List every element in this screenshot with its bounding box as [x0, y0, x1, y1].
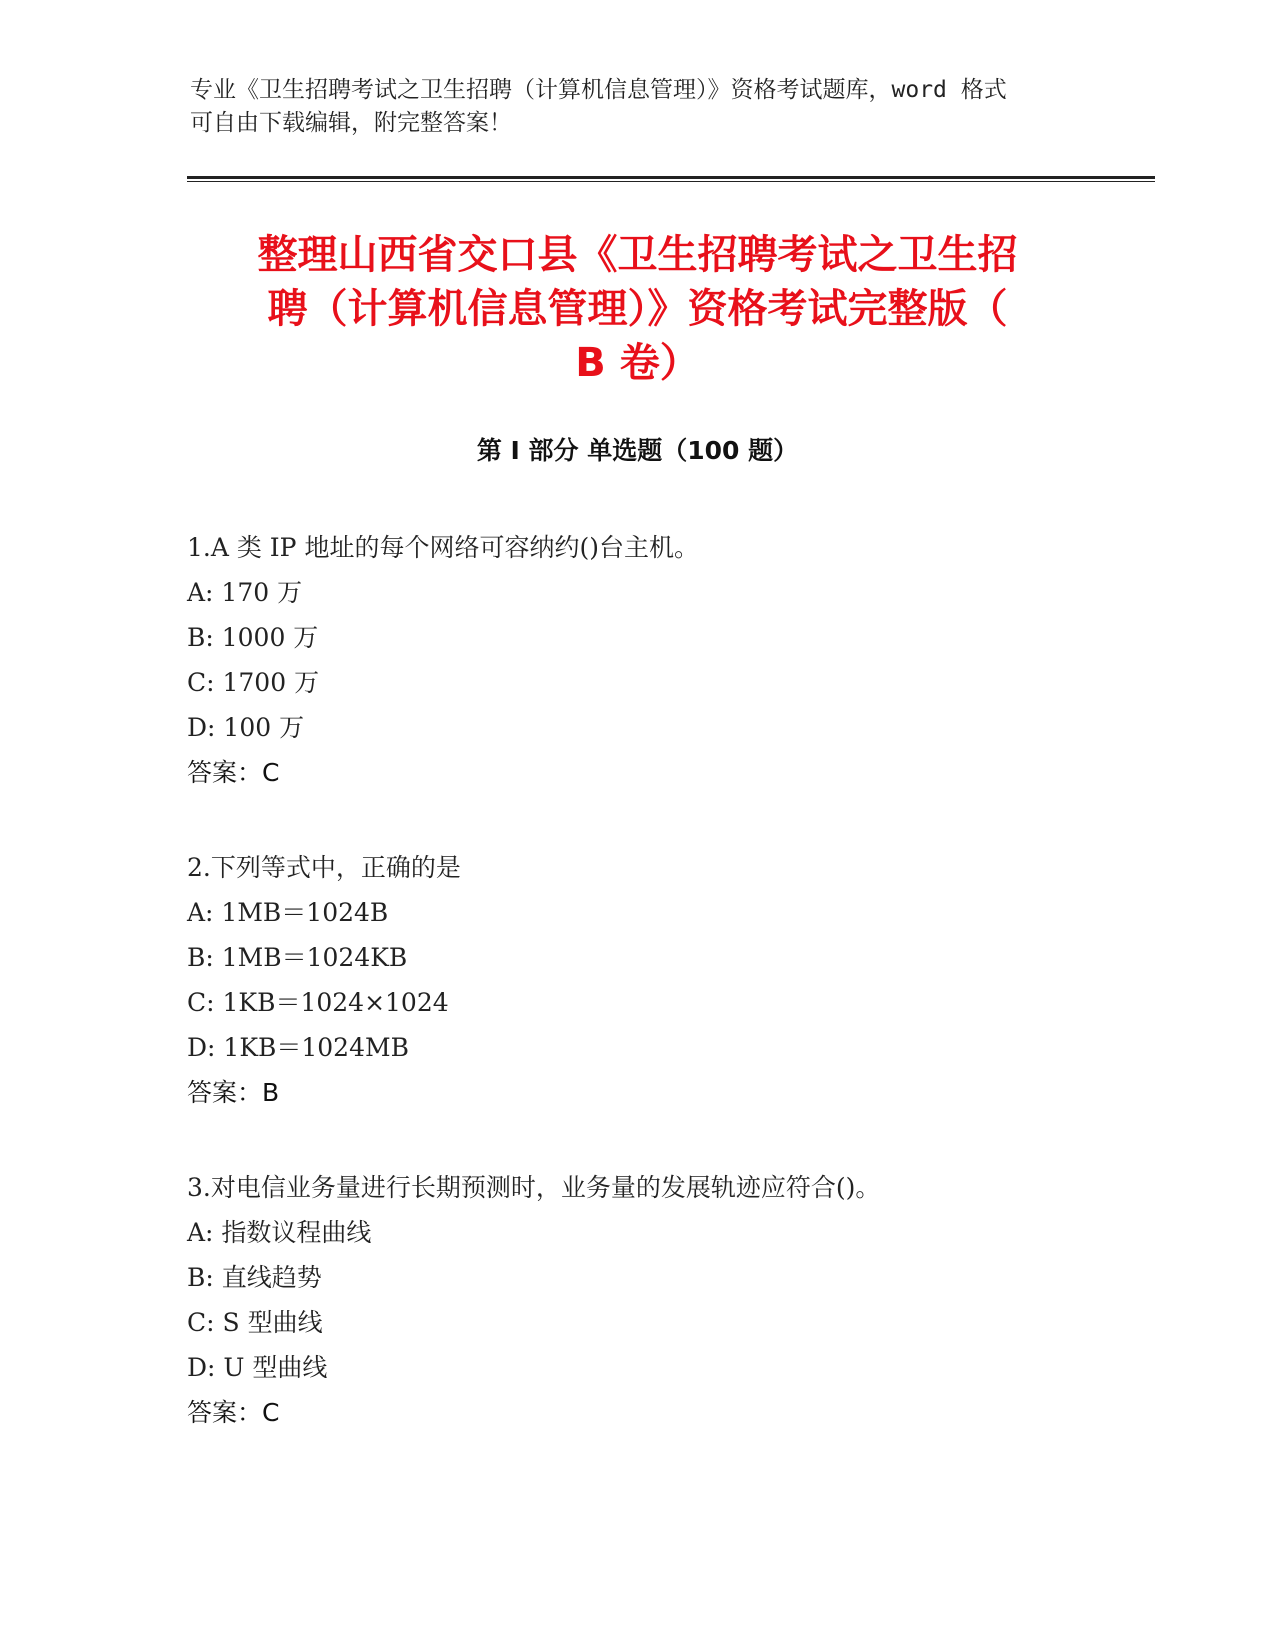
header-rule-thick — [187, 176, 1155, 179]
option-c: C: 1KB＝1024×1024 — [187, 988, 449, 1017]
option-d: D: 100 万 — [187, 713, 305, 742]
question-2 — [187, 845, 1147, 1115]
intro-text — [190, 74, 1090, 140]
answer-line: 答案：C — [187, 758, 280, 787]
header-rule-thin — [187, 181, 1155, 182]
question-stem: 3.对电信业务量进行长期预测时，业务量的发展轨迹应符合()。 — [187, 1173, 881, 1202]
document-title — [190, 228, 1085, 390]
intro-line-1: 专业《卫生招聘考试之卫生招聘（计算机信息管理）》资格考试题库，word 格式 — [190, 77, 1007, 103]
answer-line: 答案：B — [187, 1078, 280, 1107]
option-a: A: 170 万 — [187, 578, 303, 607]
title-line-1: 整理山西省交口县《卫生招聘考试之卫生招 — [257, 232, 1018, 278]
intro-line-2: 可自由下载编辑，附完整答案！ — [190, 110, 512, 136]
option-c: C: S 型曲线 — [187, 1308, 323, 1337]
question-1 — [187, 525, 1147, 795]
section-heading: 第 I 部分 单选题（100 题） — [476, 436, 799, 465]
option-b: B: 1000 万 — [187, 623, 319, 652]
option-a: A: 1MB＝1024B — [187, 898, 389, 927]
answer-line: 答案：C — [187, 1398, 280, 1427]
question-stem: 2.下列等式中，正确的是 — [187, 853, 461, 882]
title-line-2: 聘（计算机信息管理）》资格考试完整版（ — [267, 286, 1008, 332]
title-line-3: B 卷） — [575, 340, 700, 386]
option-d: D: 1KB＝1024MB — [187, 1033, 409, 1062]
option-c: C: 1700 万 — [187, 668, 320, 697]
option-b: B: 1MB＝1024KB — [187, 943, 408, 972]
question-3 — [187, 1165, 1147, 1435]
question-stem: 1.A 类 IP 地址的每个网络可容纳约()台主机。 — [187, 533, 699, 562]
option-d: D: U 型曲线 — [187, 1353, 328, 1382]
option-b: B: 直线趋势 — [187, 1263, 322, 1292]
option-a: A: 指数议程曲线 — [187, 1218, 372, 1247]
